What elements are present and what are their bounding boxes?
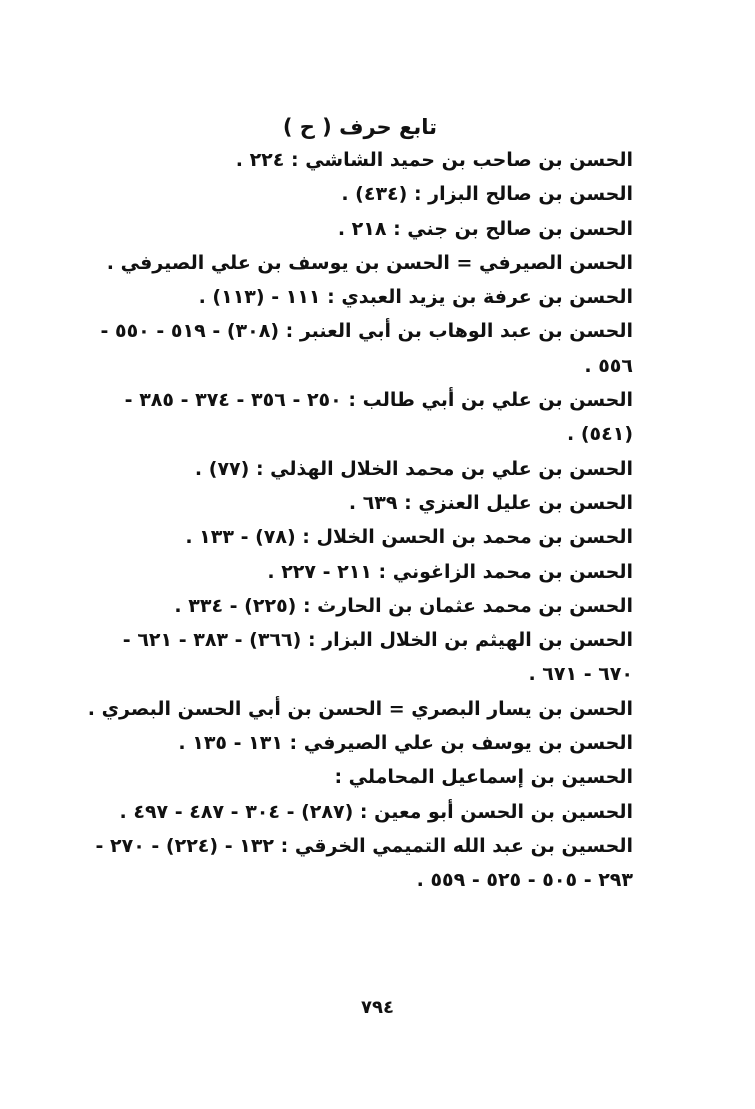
index-entry: الحسن بن عبد الوهاب بن أبي العنبر : (٣٠٨) - ٥١٩ - ٥٥٠ - (100, 320, 633, 343)
index-entry: الحسين بن الحسن أبو معين : (٢٨٧) - ٣٠٤ - ٤٨٧ - ٤٩٧ . (119, 800, 633, 823)
index-entry: الحسين بن إسماعيل المحاملي : (334, 766, 633, 789)
index-entry: الحسين بن عبد الله التميمي الخرقي : ١٣٢ - (٢٢٤) - ٢٧٠ - (95, 834, 633, 857)
index-entry-continuation: (٥٤١) . (566, 423, 633, 446)
index-entry-continuation: ٦٧٠ - ٦٧١ . (528, 663, 633, 686)
index-entry: الحسن بن صالح البزار : (٤٣٤) . (341, 183, 633, 206)
index-entry: الحسن بن يوسف بن علي الصيرفي : ١٣١ - ١٣٥ . (178, 732, 633, 755)
index-entry: الحسن بن محمد عثمان بن الحارث : (٢٢٥) - ٣٣٤ . (174, 594, 633, 617)
section-heading: تابع حرف ( ح ) (282, 115, 437, 139)
index-entry: الحسن الصيرفي = الحسن بن يوسف بن علي الصيرفي . (106, 251, 633, 274)
index-entries (0, 143, 755, 898)
index-entry: الحسن بن الهيثم بن الخلال البزار : (٣٦٦) - ٣٨٣ - ٦٢١ - (122, 629, 633, 652)
index-entry: الحسن بن محمد الزاغوني : ٢١١ - ٢٢٧ . (267, 560, 633, 583)
index-entry: الحسن بن علي بن أبي طالب : ٢٥٠ - ٣٥٦ - ٣٧٤ - ٣٨٥ - (124, 389, 633, 412)
index-entry: الحسن بن يسار البصري = الحسن بن أبي الحسن البصري . (87, 697, 633, 720)
page-number: ٧٩٤ (361, 997, 394, 1018)
index-entry: الحسن بن محمد بن الحسن الخلال : (٧٨) - ١٣٣ . (185, 526, 633, 549)
index-entry: الحسن بن صاحب بن حميد الشاشي : ٢٢٤ . (235, 149, 633, 171)
index-entry: الحسن بن علي بن محمد الخلال الهذلي : (٧٧) . (194, 457, 633, 480)
index-entry-continuation: ٥٥٦ . (584, 354, 633, 377)
index-entry-continuation: ٢٩٣ - ٥٠٥ - ٥٢٥ - ٥٥٩ . (416, 869, 633, 892)
index-entry: الحسن بن عليل العنزي : ٦٣٩ . (348, 491, 633, 514)
index-entry: الحسن بن عرفة بن يزيد العبدي : ١١١ - (١١٣) . (198, 286, 633, 309)
index-entry: الحسن بن صالح بن جني : ٢١٨ . (337, 217, 633, 240)
